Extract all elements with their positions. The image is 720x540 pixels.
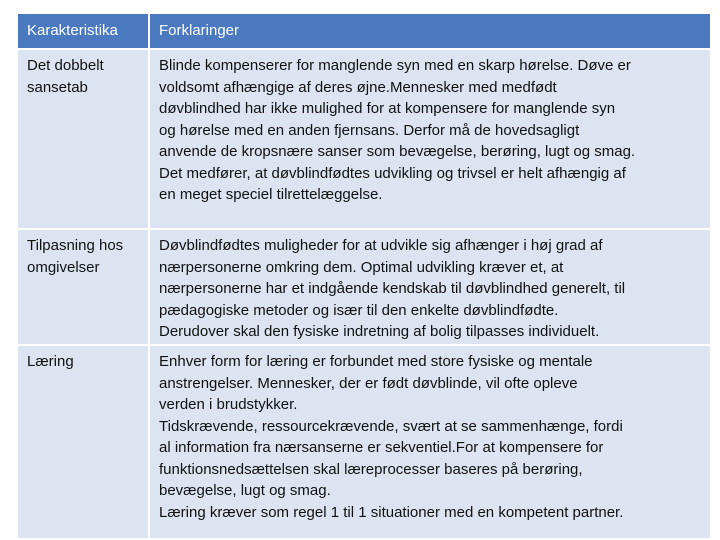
characteristics-table [18,14,710,540]
header-karakteristika: Karakteristika [27,22,118,40]
row-term [18,346,148,538]
row-explanation [148,50,710,228]
term-line: Læring [27,353,74,370]
text-line: bevægelse, lugt og smag. [159,482,331,499]
table-row [18,230,710,344]
term-line: Det dobbelt [27,57,104,74]
term-line: sansetab [27,78,88,96]
header-forklaringer: Forklaringer [148,14,710,48]
text-line: voldsomt afhængige af deres øjne.Mennesker med medfødt [159,78,557,96]
text-line: al information fra nærsanserne er sekventiel.For at kompensere for [159,439,604,456]
text-line: funktionsnedsættelsen skal læreprocesser baseres på berøring, [159,460,583,478]
text-line: anvende de kropsnære sanser som bevægelse, berøring, lugt og smag. [159,143,636,160]
table-row [18,346,710,538]
text-line: Læring kræver som regel 1 til 1 situationer med en kompetent partner. [159,503,624,521]
text-line: nærpersonerne omkring dem. Optimal udvikling kræver et, at [159,258,564,276]
table-row [18,50,710,228]
row-term [18,50,148,228]
text-line: anstrengelser. Mennesker, der er født døvblinde, vil ofte opleve [159,374,578,392]
text-line: Døvblindfødtes muligheder for at udvikle sig afhænger i høj grad af [159,237,603,254]
text-line: Derudover skal den fysiske indretning af bolig tilpasses individuelt. [159,323,600,340]
row-term [18,230,148,344]
term-line: omgivelser [27,258,100,276]
text-line: verden i brudstykker. [159,396,298,413]
text-line: en meget speciel tilrettelæggelse. [159,186,383,203]
text-line: nærpersonerne har et indgående kendskab til døvblindhed generelt, til [159,280,626,297]
text-line: Det medfører, at døvblindfødtes udvikling og trivsel er helt afhængig af [159,164,626,182]
text-line: døvblindhed har ikke mulighed for at kompensere for manglende syn [159,100,616,117]
row-explanation [148,230,710,344]
text-line: og hørelse med en anden fjernsans. Derfor må de hovedsagligt [159,121,580,139]
row-explanation [148,346,710,538]
table-header-row [18,14,710,48]
text-line: pædagogiske metoder og især til den enkelte døvblindfødte. [159,301,559,319]
term-line: Tilpasning hos [27,237,124,254]
text-line: Tidskrævende, ressourcekrævende, svært at se sammenhænge, fordi [159,417,623,435]
text-line: Enhver form for læring er forbundet med store fysiske og mentale [159,353,593,370]
text-line: Blinde kompenserer for manglende syn med en skarp hørelse. Døve er [159,57,631,74]
